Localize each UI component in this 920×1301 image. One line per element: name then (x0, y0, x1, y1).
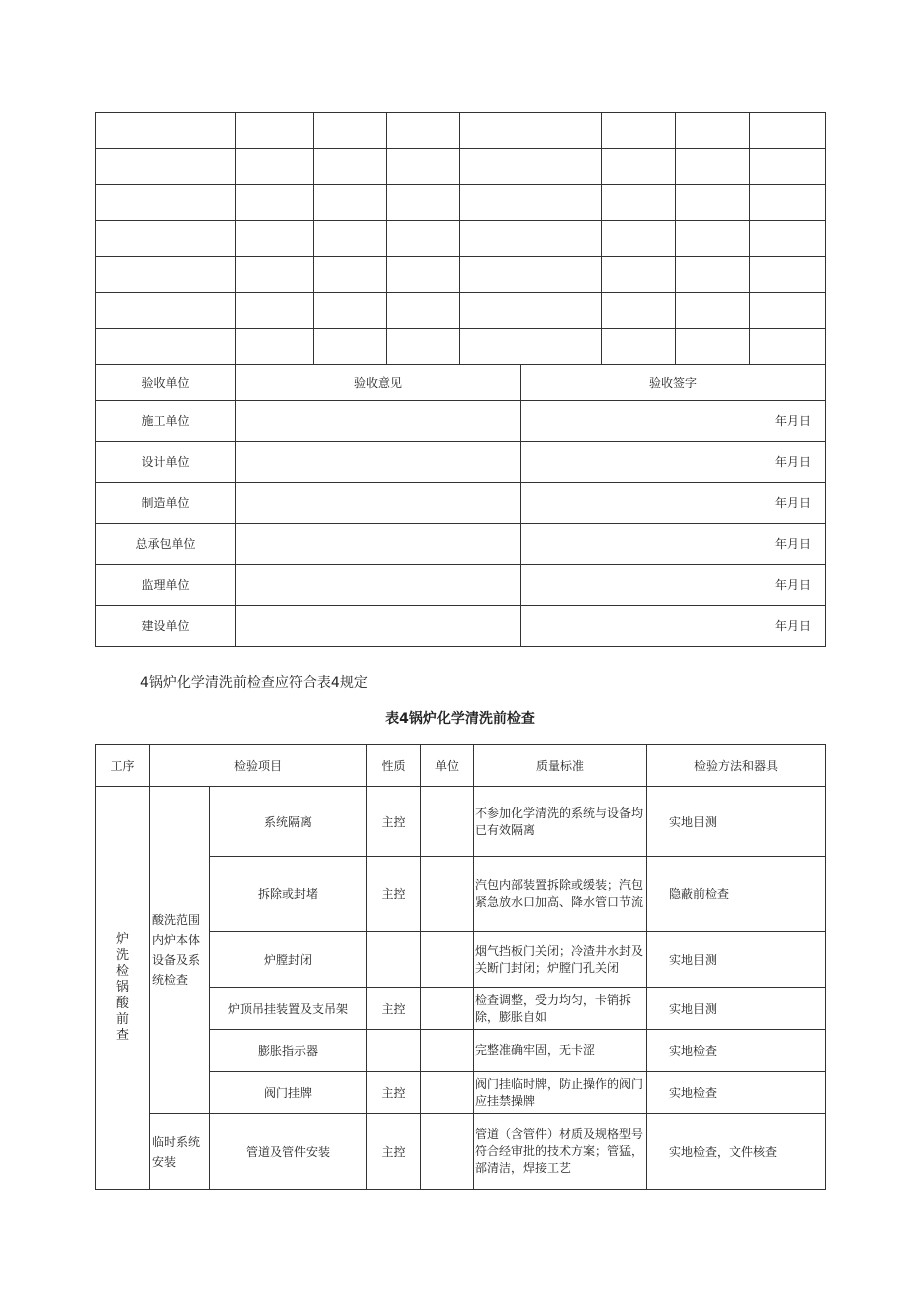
header-nature: 性质 (367, 745, 421, 787)
group-label: 酸洗范围内炉本体设备及系统检查 (150, 787, 210, 1114)
unit-cell (421, 1030, 474, 1072)
unit-name: 制造单位 (96, 483, 236, 524)
standard-cell: 完整准确牢固，无卡涩 (474, 1030, 647, 1072)
acceptance-header-row (96, 365, 826, 401)
blank-row (96, 113, 826, 149)
opinion-cell (236, 442, 521, 483)
acceptance-row (96, 524, 826, 565)
header-item: 检验项目 (150, 745, 367, 787)
unit-name: 建设单位 (96, 606, 236, 647)
process-label: 炉洗检锅酸前查 (115, 932, 129, 1043)
blank-row (96, 149, 826, 185)
nature-cell: 主控 (367, 787, 421, 857)
item-cell: 管道及管件安装 (210, 1114, 367, 1190)
item-cell: 膨胀指示器 (210, 1030, 367, 1072)
nature-cell: 主控 (367, 988, 421, 1030)
nature-cell (367, 932, 421, 988)
item-cell: 炉顶吊挂装置及支吊架 (210, 988, 367, 1030)
opinion-cell (236, 565, 521, 606)
acceptance-row (96, 401, 826, 442)
opinion-cell (236, 524, 521, 565)
unit-name: 监理单位 (96, 565, 236, 606)
standard-cell: 管道（含管件）材质及规格型号符合经审批的技术方案；管猛，部清洁，焊接工艺 (474, 1114, 647, 1190)
acceptance-row (96, 565, 826, 606)
method-cell: 实地检查，文件核查 (647, 1114, 826, 1190)
method-cell: 实地目测 (647, 988, 826, 1030)
signature-date: 年月日 (521, 524, 826, 565)
unit-name: 总承包单位 (96, 524, 236, 565)
section-paragraph: 4锅炉化学清洗前检查应符合表4规定 (140, 675, 368, 691)
acceptance-row (96, 442, 826, 483)
acceptance-row (96, 606, 826, 647)
blank-row (96, 221, 826, 257)
unit-cell (421, 1114, 474, 1190)
acceptance-row (96, 483, 826, 524)
standard-cell: 不参加化学清洗的系统与设备均已有效隔离 (474, 787, 647, 857)
nature-cell: 主控 (367, 1072, 421, 1114)
opinion-cell (236, 483, 521, 524)
standard-cell: 烟气挡板门关闭；冷渣井水封及关断门封闭；炉膛门孔关闭 (474, 932, 647, 988)
acceptance-table (95, 112, 826, 647)
unit-cell (421, 988, 474, 1030)
header-process: 工序 (96, 745, 150, 787)
header-unit: 单位 (421, 745, 474, 787)
nature-cell: 主控 (367, 857, 421, 932)
signature-date: 年月日 (521, 442, 826, 483)
table-row (96, 787, 826, 857)
opinion-cell (236, 401, 521, 442)
table-caption: 表4锅炉化学清洗前检查 (385, 711, 535, 727)
pre-cleaning-check-table (95, 744, 826, 1190)
group-label: 临时系统安装 (150, 1114, 210, 1190)
signature-date: 年月日 (521, 483, 826, 524)
unit-cell (421, 932, 474, 988)
standard-cell: 汽包内部装置拆除或缓装；汽包紧急放水口加高、降水管口节流 (474, 857, 647, 932)
signature-date: 年月日 (521, 565, 826, 606)
unit-name: 设计单位 (96, 442, 236, 483)
blank-row (96, 329, 826, 365)
unit-cell (421, 1072, 474, 1114)
item-cell: 阀门挂牌 (210, 1072, 367, 1114)
item-cell: 拆除或封堵 (210, 857, 367, 932)
header-standard: 质量标准 (474, 745, 647, 787)
method-cell: 实地目测 (647, 787, 826, 857)
signature-date: 年月日 (521, 606, 826, 647)
item-cell: 炉膛封闭 (210, 932, 367, 988)
unit-name: 施工单位 (96, 401, 236, 442)
header-signature: 验收签字 (521, 365, 826, 401)
method-cell: 实地目测 (647, 932, 826, 988)
opinion-cell (236, 606, 521, 647)
unit-cell (421, 857, 474, 932)
header-opinion: 验收意见 (236, 365, 521, 401)
header-method: 检验方法和器具 (647, 745, 826, 787)
blank-row (96, 257, 826, 293)
unit-cell (421, 787, 474, 857)
method-cell: 隐蔽前检查 (647, 857, 826, 932)
nature-cell: 主控 (367, 1114, 421, 1190)
table4-header-row (96, 745, 826, 787)
blank-row (96, 185, 826, 221)
table-row (96, 1114, 826, 1190)
method-cell: 实地检查 (647, 1030, 826, 1072)
process-cell (96, 787, 150, 1190)
standard-cell: 阀门挂临时牌，防止操作的阀门应挂禁操牌 (474, 1072, 647, 1114)
nature-cell (367, 1030, 421, 1072)
method-cell: 实地检查 (647, 1072, 826, 1114)
signature-date: 年月日 (521, 401, 826, 442)
item-cell: 系统隔离 (210, 787, 367, 857)
header-unit: 验收单位 (96, 365, 236, 401)
standard-cell: 检查调整，受力均匀，卡销拆除，膨胀自如 (474, 988, 647, 1030)
blank-row (96, 293, 826, 329)
